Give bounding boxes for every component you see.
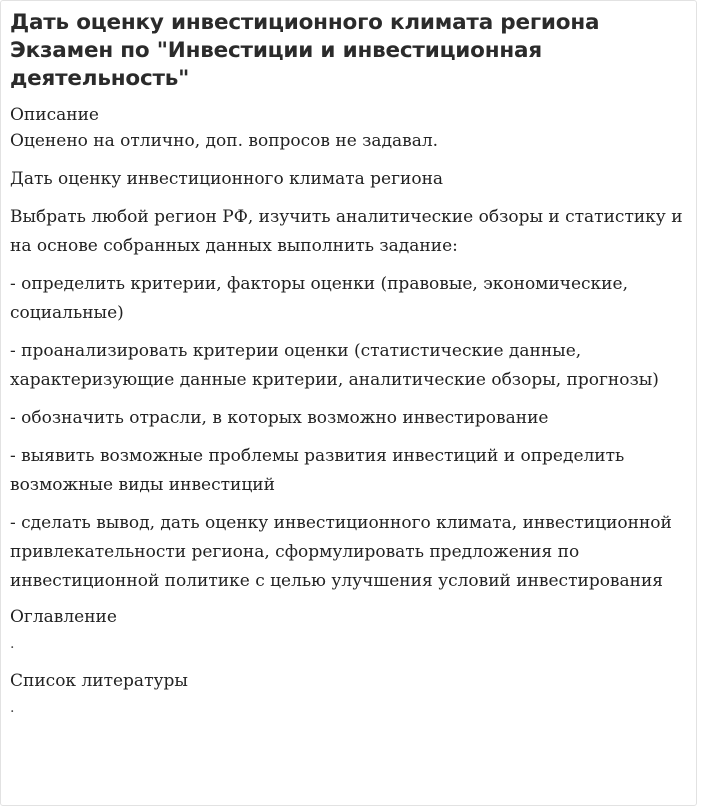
bibliography-label: Список литературы — [10, 671, 188, 691]
paragraph-task-item-analysis: - проанализировать критерии оценки (статистические данные, характеризующие данные критерии, аналитические обзоры, прогнозы) — [10, 341, 659, 390]
toc-label: Оглавление — [10, 607, 117, 627]
document-content — [10, 9, 694, 717]
paragraph-task-item-criteria: - определить критерии, факторы оценки (правовые, экономические, социальные) — [10, 274, 628, 323]
paragraph-task-item-industries: - обозначить отрасли, в которых возможно инвестирование — [10, 408, 549, 428]
paragraph-task-intro: Выбрать любой регион РФ, изучить аналитические обзоры и статистику и на основе собранных данных выполнить задание: — [10, 207, 683, 256]
toc-content: . — [10, 636, 15, 652]
paragraph-task-item-problems: - выявить возможные проблемы развития инвестиций и определить возможные виды инвестиций — [10, 446, 625, 495]
description-label: Описание — [10, 105, 99, 125]
paragraph-task-item-conclusion: - сделать вывод, дать оценку инвестиционного климата, инвестиционной привлекательности региона, сформулировать предложения по инвестиционной политике с целью улучшения условий инвестирования — [10, 513, 672, 591]
bibliography-content: . — [10, 700, 15, 716]
paragraph-grade-note: Оценено на отлично, доп. вопросов не задавал. — [10, 131, 439, 151]
paragraph-task-title: Дать оценку инвестиционного климата региона — [10, 169, 444, 189]
document-title: Дать оценку инвестиционного климата региона Экзамен по "Инвестиции и инвестиционная деятельность" — [10, 10, 600, 91]
